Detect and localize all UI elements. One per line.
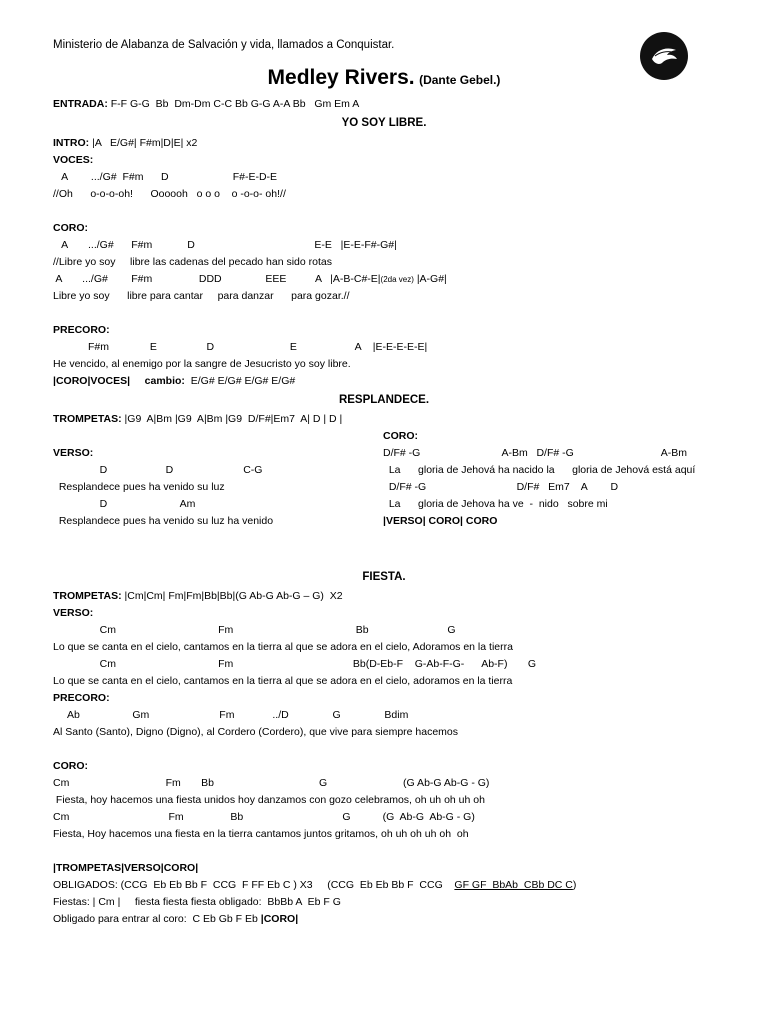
verso-chords-2: D Am (53, 498, 196, 510)
trompetas-label-1: TROMPETAS: (53, 413, 122, 425)
trompetas-line-1 (53, 413, 342, 426)
trompetas-chords-1: |G9 A|Bm |G9 A|Bm |G9 D/F#|Em7 A| D | D | (121, 413, 343, 425)
cambio-label: |CORO|VOCES| cambio: (53, 375, 185, 387)
verso-lyrics-2: Resplandece pues ha venido su luz ha venido (53, 515, 274, 527)
voces-lyrics: //Oh o-o-o-oh! Oooooh o o o o -o-o- oh!// (53, 188, 286, 200)
trompetas-chords-2: |Cm|Cm| Fm|Fm|Bb|Bb|(G Ab-G Ab-G – G) X2 (121, 590, 343, 602)
coro-chords-2-end: |A-G#| (413, 273, 447, 285)
trompetas-line-2 (53, 590, 343, 603)
verso-label-1: VERSO: (53, 447, 94, 459)
entrada-label: ENTRADA: (53, 98, 108, 110)
verso-chords-1: D D C-G (53, 464, 263, 476)
intro-label: INTRO: (53, 137, 90, 149)
coro-lyrics-2: Libre yo soy libre para cantar para danzar para gozar.// (53, 290, 350, 302)
entrada-line (53, 98, 359, 111)
precoro-lyrics: He vencido, al enemigo por la sangre de Jesucristo yo soy libre. (53, 358, 351, 370)
fiestas-line: Fiestas: | Cm | fiesta fiesta fiesta obligado: BbBb A Eb F G (53, 896, 341, 908)
fiesta-precoro-lyrics: Al Santo (Santo), Digno (Digno), al Cordero (Cordero), que vive para siempre hacemos (53, 726, 459, 738)
coro2-chords-2: D/F# -G D/F# Em7 A D (383, 481, 619, 493)
voces-label: VOCES: (53, 154, 94, 166)
precoro-chords: F#m E D E A |E-E-E-E-E| (53, 341, 428, 353)
obligado-line (53, 913, 298, 926)
coro-chords-1: A .../G# F#m D E-E |E-E-F#-G#| (53, 239, 397, 251)
coro-label-2: CORO: (383, 430, 418, 442)
fiesta-coro-lyrics-1: Fiesta, hoy hacemos una fiesta unidos hoy danzamos con gozo celebramos, oh uh oh uh oh (53, 794, 485, 806)
section-title-fiesta: FIESTA. (362, 571, 406, 583)
intro-chords: |A E/G#| F#m|D|E| x2 (89, 137, 198, 149)
precoro-label-2: PRECORO: (53, 692, 110, 704)
coro2-order: |VERSO| CORO| CORO (383, 515, 498, 527)
obligado-coro: |CORO| (260, 913, 299, 925)
coro2-chords-1: D/F# -G A-Bm D/F# -G A-Bm (383, 447, 687, 459)
fiesta-verso-chords-1: Cm Fm Bb G (53, 624, 456, 636)
coro-lyrics-1: //Libre yo soy libre las cadenas del pecado han sido rotas (53, 256, 332, 268)
obligado-text: Obligado para entrar al coro: C Eb Gb F Eb (53, 913, 261, 925)
cambio-chords: E/G# E/G# E/G# E/G# (184, 375, 296, 387)
coro2-lyrics-1: La gloria de Jehová ha nacido la gloria de Jehová está aquí (383, 464, 696, 476)
fiesta-verso-chords-2: Cm Fm Bb(D-Eb-F G-Ab-F-G- Ab-F) G (53, 658, 537, 670)
fiesta-coro-chords-1: Cm Fm Bb G (G Ab-G Ab-G - G) (53, 777, 490, 789)
voces-chords: A .../G# F#m D F#-E-D-E (53, 171, 278, 183)
coro-label-3: CORO: (53, 760, 88, 772)
ministry-header: Ministerio de Alabanza de Salvación y vida, llamados a Conquistar. (53, 39, 395, 51)
obligados-close: ) (572, 879, 577, 891)
section-title-yo-soy-libre: YO SOY LIBRE. (341, 117, 427, 129)
coro2-lyrics-2: La gloria de Jehova ha ve - nido sobre mi (383, 498, 608, 510)
entrada-chords: F-F G-G Bb Dm-Dm C-C Bb G-G A-A Bb Gm Em A (107, 98, 360, 110)
fiesta-coro-lyrics-2: Fiesta, Hoy hacemos una fiesta en la tierra cantamos juntos gritamos, oh uh oh uh oh oh (53, 828, 469, 840)
obligados-text: OBLIGADOS: (CCG Eb Eb Bb F CCG F FF Eb C ) X3 (CCG Eb Eb Bb F CCG (53, 879, 455, 891)
coro-chords-2 (53, 273, 447, 286)
fiesta-coro-chords-2: Cm Fm Bb G (G Ab-G Ab-G - G) (53, 811, 475, 823)
cambio-line (53, 375, 295, 388)
second-time-note: (2da vez) (380, 275, 414, 284)
verso-lyrics-1: Resplandece pues ha venido su luz (53, 481, 225, 493)
fiesta-precoro-chords: Ab Gm Fm ../D G Bdim (53, 709, 409, 721)
trompetas-label-2: TROMPETAS: (53, 590, 122, 602)
coro-chords-2-main: A .../G# F#m DDD EEE A |A-B-C#-E| (53, 273, 381, 285)
obligados-line (53, 879, 576, 892)
verso-label-2: VERSO: (53, 607, 94, 619)
intro-line (53, 137, 197, 150)
song-title: Medley Rivers. (267, 66, 415, 89)
section-title-resplandece: RESPLANDECE. (338, 394, 430, 406)
song-title-line (0, 66, 768, 90)
fiesta-verso-lyrics-1: Lo que se canta en el cielo, cantamos en la tierra al que se adora en el cielo, Adoramos en la tierra (53, 641, 513, 653)
fiesta-order: |TROMPETAS|VERSO|CORO| (53, 862, 199, 874)
fiesta-verso-lyrics-2: Lo que se canta en el cielo, cantamos en la tierra al que se adora en el cielo, adoramos en la tierra (53, 675, 513, 687)
coro-label: CORO: (53, 222, 88, 234)
precoro-label: PRECORO: (53, 324, 110, 336)
song-author: (Dante Gebel.) (419, 73, 501, 87)
obligados-underlined: GF GF BbAb CBb DC C (454, 879, 573, 891)
